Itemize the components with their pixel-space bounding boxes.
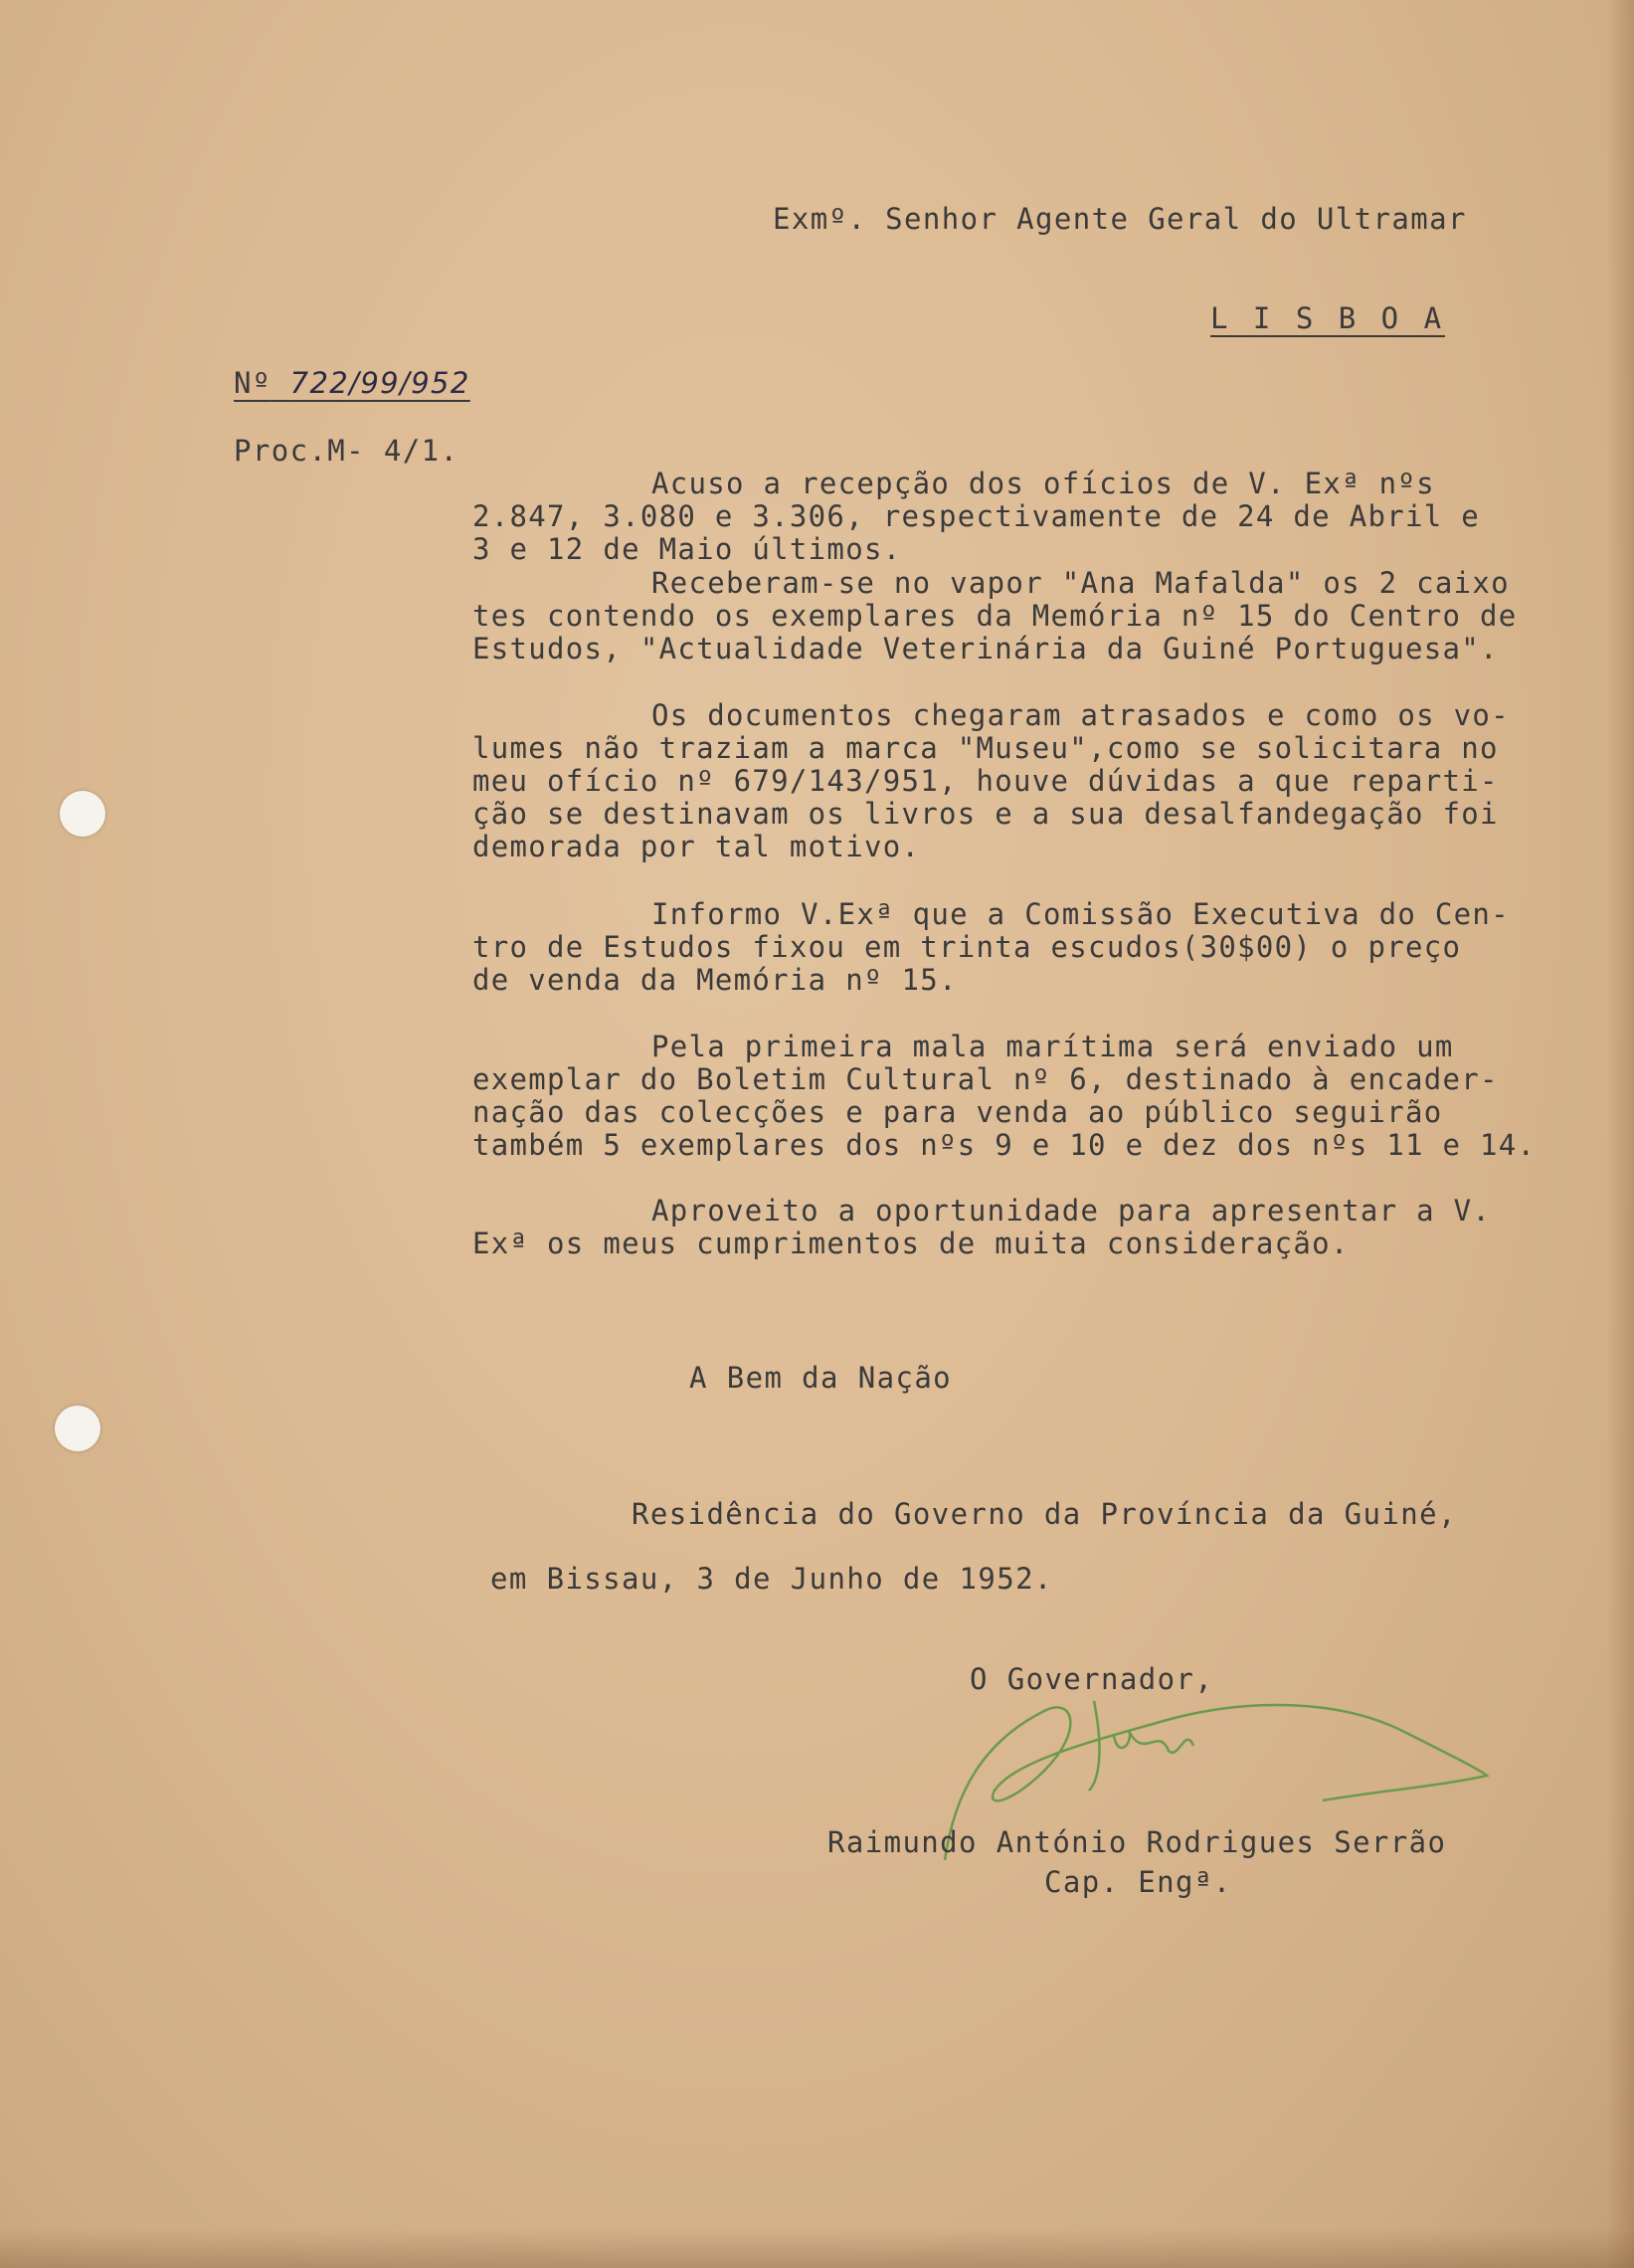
- reference-value: 722/99/952: [289, 366, 470, 400]
- paragraph-3: [472, 699, 1510, 863]
- paragraph-line: Receberam-se no vapor "Ana Mafalda" os 2 caixo: [651, 566, 1510, 600]
- reference-number: [234, 366, 470, 400]
- signer-name: Raimundo António Rodrigues Serrão: [827, 1825, 1447, 1859]
- reference-prefix: Nº: [234, 366, 272, 400]
- paragraph-1: [472, 468, 1480, 566]
- paragraph-line: 2.847, 3.080 e 3.306, respectivamente de 24 de Abril e: [472, 499, 1481, 533]
- paragraph-line: nação das colecções e para venda ao público seguirão: [472, 1095, 1443, 1129]
- signer-title: O Governador,: [970, 1662, 1214, 1696]
- paragraph-line: 3 e 12 de Maio últimos.: [472, 532, 902, 566]
- paragraph-line: tro de Estudos fixou em trinta escudos(30$00) o preço: [472, 930, 1462, 964]
- paragraph-line: tes contendo os exemplares da Memória nº 15 do Centro de: [472, 599, 1518, 633]
- paragraph-line: Pela primeira mala marítima será enviado um: [651, 1030, 1454, 1063]
- residence-line: Residência do Governo da Província da Guiné,: [632, 1497, 1457, 1531]
- paragraph-line: demorada por tal motivo.: [472, 830, 921, 863]
- paragraph-line: Exª os meus cumprimentos de muita consideração.: [472, 1227, 1350, 1260]
- paragraph-line: ção se destinavam os livros e a sua desalfandegação foi: [472, 797, 1499, 831]
- paragraph-line: Os documentos chegaram atrasados e como os vo-: [651, 698, 1510, 732]
- paragraph-line: Acuso a recepção dos ofícios de V. Exª nºs: [651, 467, 1435, 500]
- paragraph-line: exemplar do Boletim Cultural nº 6, destinado à encader-: [472, 1062, 1499, 1096]
- paper-bottom-shadow: [0, 2228, 1634, 2268]
- signer-rank: Cap. Engª.: [1044, 1865, 1232, 1899]
- paragraph-4: [472, 898, 1510, 997]
- paragraph-6: [472, 1195, 1491, 1260]
- punch-hole-bottom: [55, 1406, 100, 1451]
- punch-hole-top: [60, 791, 105, 837]
- paragraph-line: meu ofício nº 679/143/951, houve dúvidas a que reparti-: [472, 764, 1499, 798]
- paragraph-line: lumes não traziam a marca "Museu",como se solicitara no: [472, 731, 1499, 765]
- date-line: em Bissau, 3 de Junho de 1952.: [490, 1562, 1053, 1596]
- paragraph-line: Informo V.Exª que a Comissão Executiva do Cen-: [651, 897, 1510, 931]
- recipient-line: Exmº. Senhor Agente Geral do Ultramar: [773, 202, 1467, 236]
- paragraph-2: [472, 567, 1518, 665]
- recipient-city: L I S B O A: [1210, 301, 1446, 335]
- paragraph-5: [472, 1031, 1536, 1162]
- paper-edge-shadow: [1606, 0, 1634, 2268]
- process-reference: Proc.M- 4/1.: [234, 434, 459, 468]
- paragraph-line: Aproveito a oportunidade para apresentar a V.: [651, 1194, 1492, 1228]
- paragraph-line: também 5 exemplares dos nºs 9 e 10 e dez dos nºs 11 e 14.: [472, 1128, 1537, 1162]
- paragraph-line: Estudos, "Actualidade Veterinária da Guiné Portuguesa".: [472, 632, 1499, 665]
- closing-formula: A Bem da Nação: [689, 1361, 953, 1395]
- paragraph-line: de venda da Memória nº 15.: [472, 963, 958, 997]
